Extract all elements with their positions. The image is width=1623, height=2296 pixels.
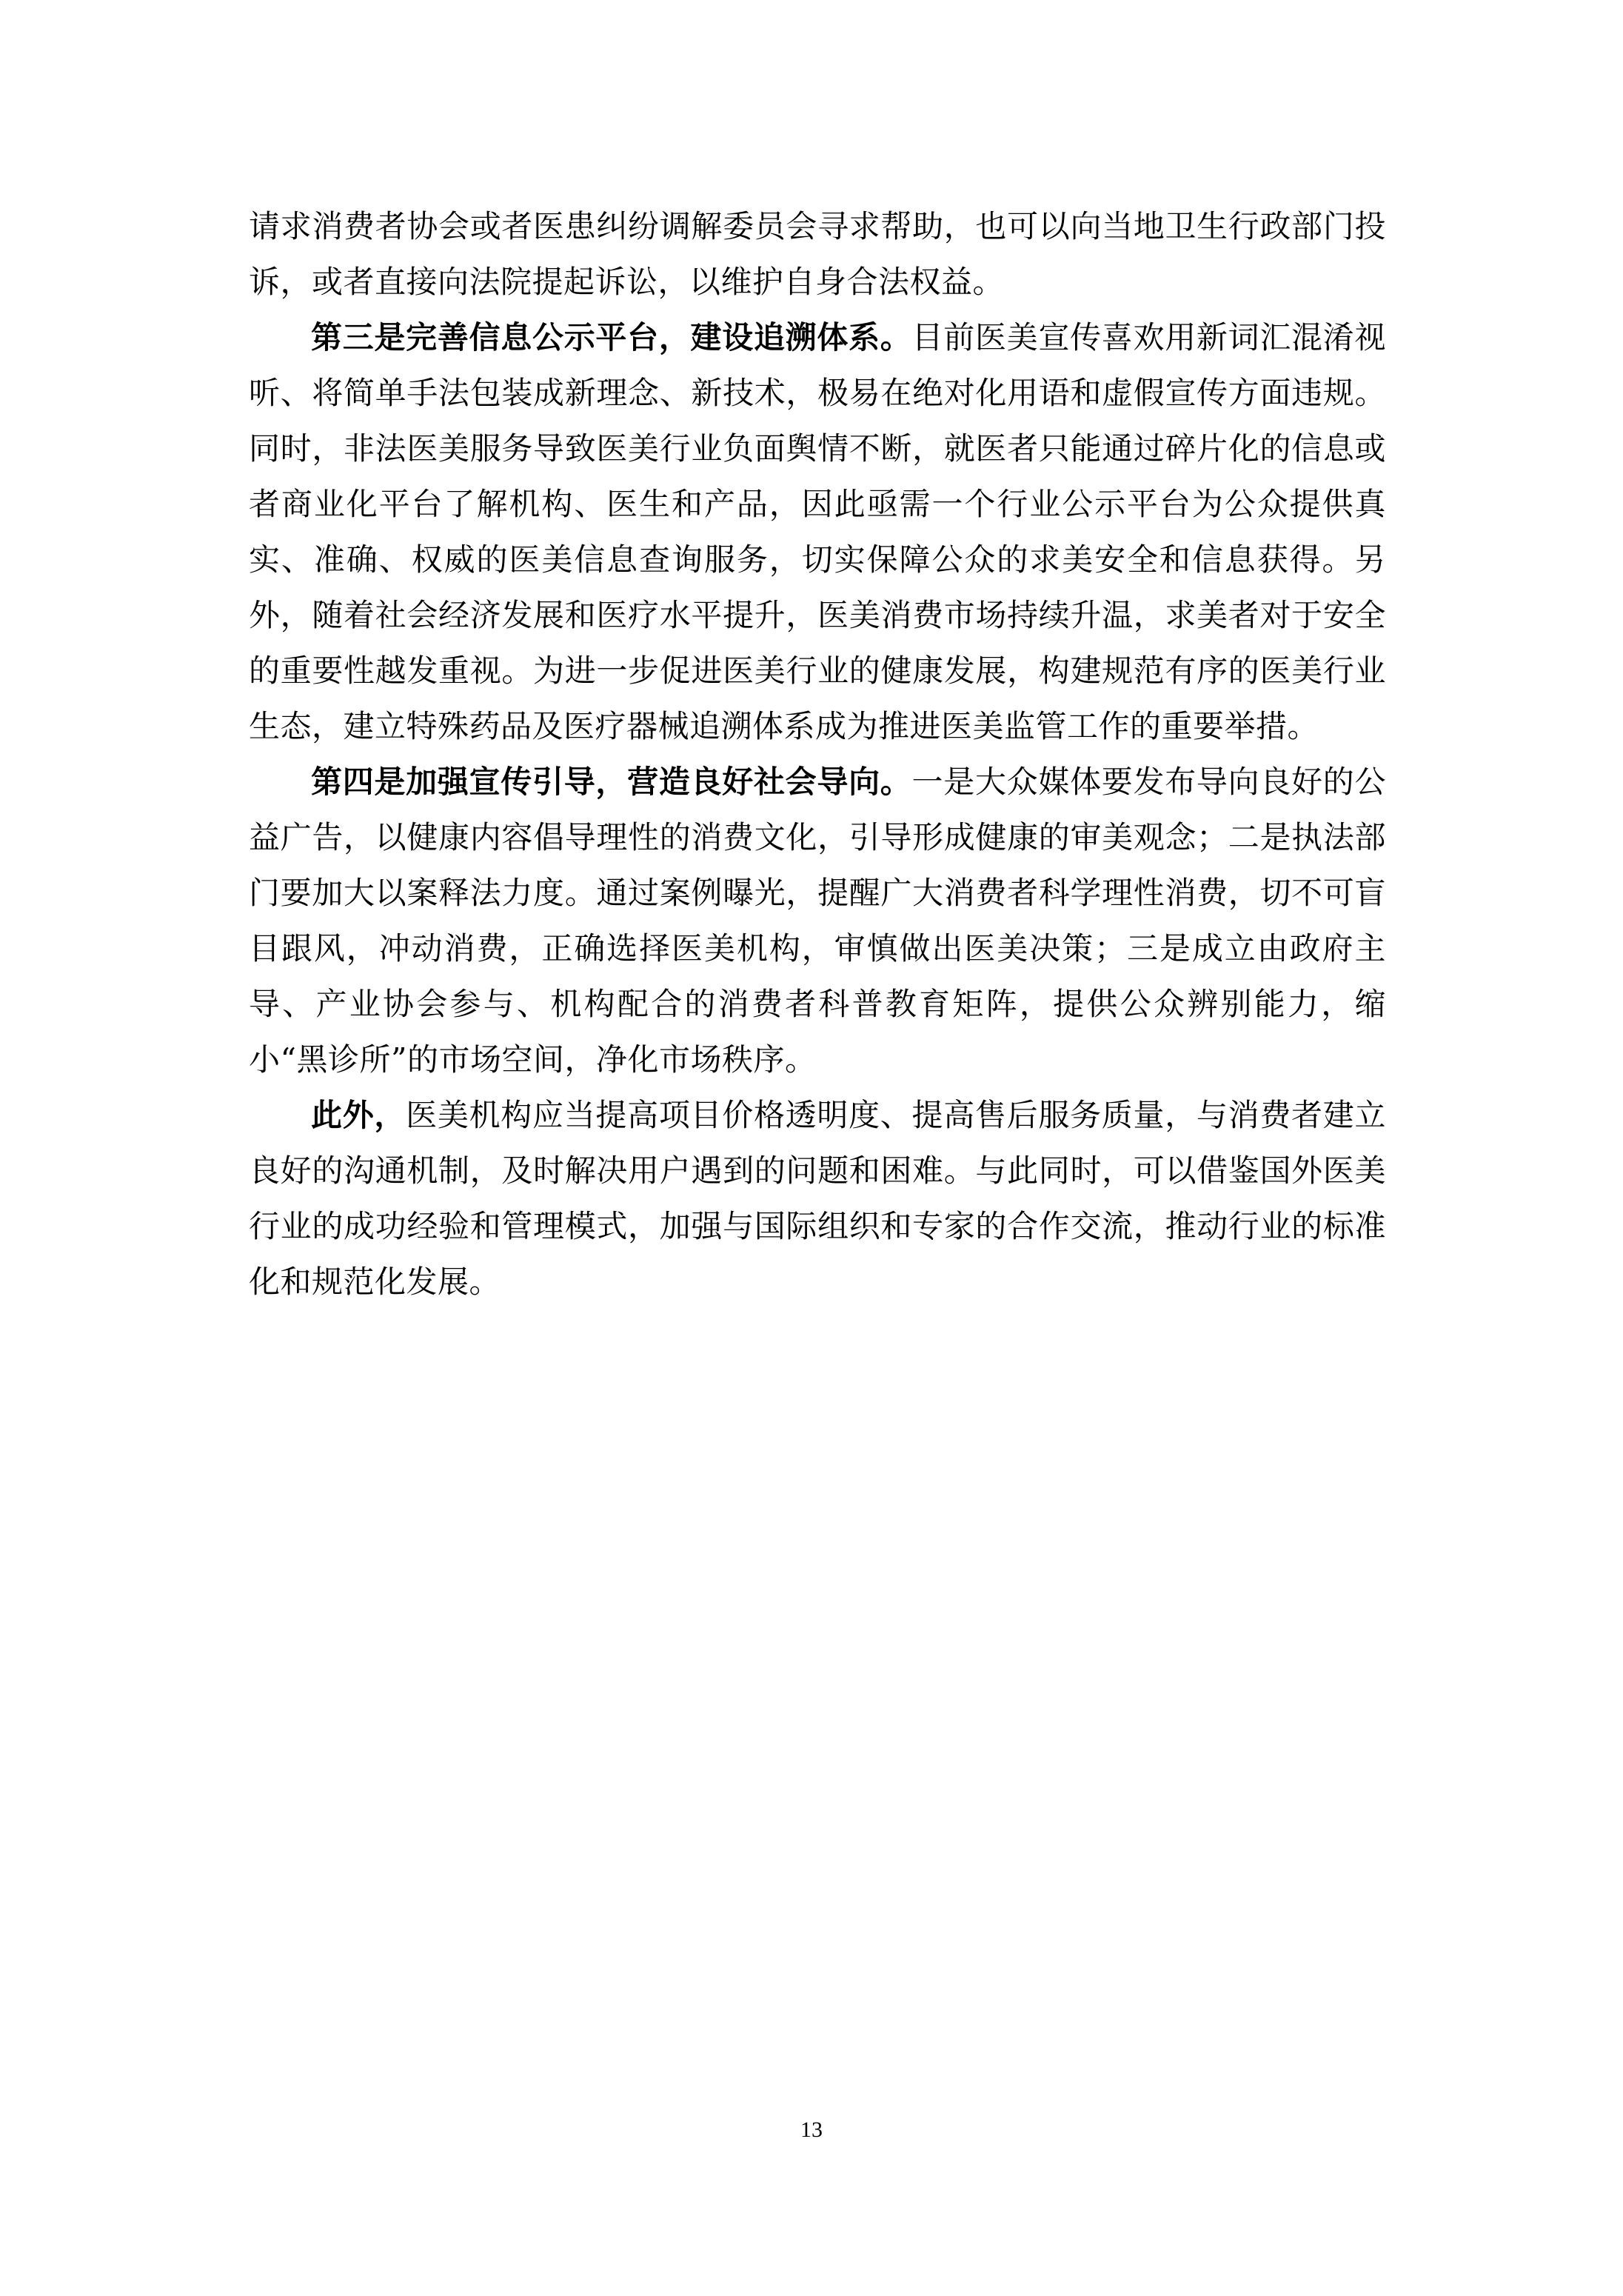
paragraph-text: 一是大众媒体要发布导向良好的公益广告，以健康内容倡导理性的消费文化，引导形成健康的审美观念；二是执法部门要加大以案释法力度。通过案例曝光，提醒广大消费者科学理性消费，切不可盲目跟风，冲动消费，正确选择医美机构，审慎做出医美决策；三是成立由政府主导、产业协会参与、机构配合的消费者科普教育矩阵，提供公众辨别能力，缩小“黑诊所”的市场空间，净化市场秩序。	[249, 764, 1386, 1078]
paragraph-text: 目前医美宣传喜欢用新词汇混淆视听、将简单手法包装成新理念、新技术，极易在绝对化用语和虚假宣传方面违规。同时，非法医美服务导致医美行业负面舆情不断，就医者只能通过碎片化的信息或者商业化平台了解机构、医生和产品，因此亟需一个行业公示平台为公众提供真实、准确、权威的医美信息查询服务，切实保障公众的求美安全和信息获得。另外，随着社会经济发展和医疗水平提升，医美消费市场持续升温，求美者对于安全的重要性越发重视。为进一步促进医美行业的健康发展，构建规范有序的医美行业生态，建立特殊药品及医疗器械追溯体系成为推进医美监管工作的重要举措。	[249, 319, 1386, 744]
paragraph-text: 医美机构应当提高项目价格透明度、提高售后服务质量，与消费者建立良好的沟通机制，及时解决用户遇到的问题和困难。与此同时，可以借鉴国外医美行业的成功经验和管理模式，加强与国际组织和专家的合作交流，推动行业的标准化和规范化发展。	[249, 1097, 1386, 1300]
paragraph-text: 请求消费者协会或者医患纠纷调解委员会寻求帮助，也可以向当地卫生行政部门投诉，或者直接向法院提起诉讼，以维护自身合法权益。	[249, 208, 1386, 300]
document-body	[249, 198, 1386, 1309]
paragraph-point-four	[249, 754, 1386, 1087]
paragraph-heading: 第四是加强宣传引导，营造良好社会导向。	[311, 764, 912, 800]
paragraph-additionally	[249, 1087, 1386, 1309]
paragraph-heading: 此外，	[311, 1097, 406, 1133]
paragraph-continuation	[249, 198, 1386, 310]
paragraph-point-three	[249, 310, 1386, 754]
page-number: 13	[800, 2118, 823, 2142]
paragraph-heading: 第三是完善信息公示平台，建设追溯体系。	[311, 319, 912, 356]
